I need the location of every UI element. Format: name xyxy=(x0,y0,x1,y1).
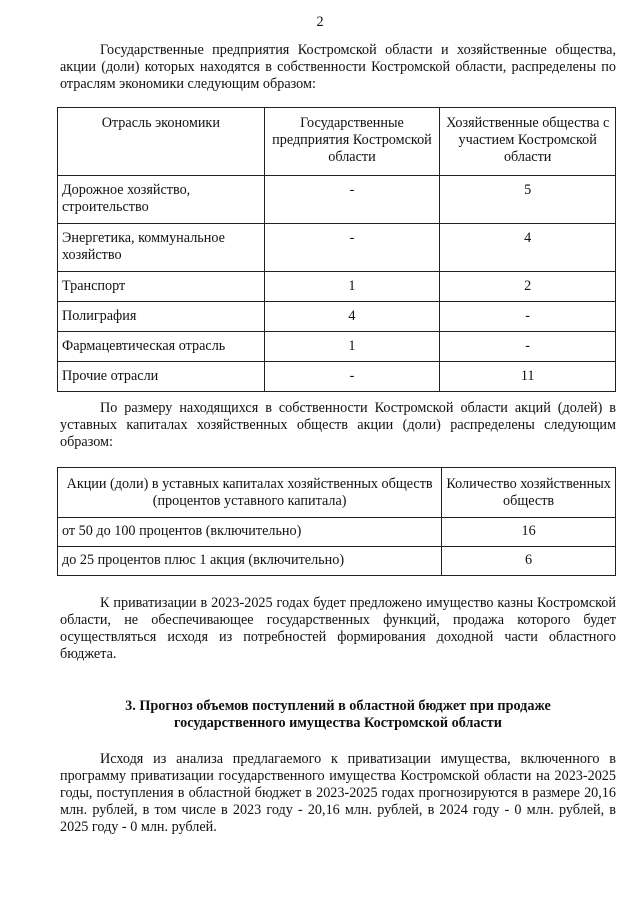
companies-count: - xyxy=(440,302,616,332)
enterprises-count: - xyxy=(264,362,440,392)
table-row xyxy=(58,302,616,332)
companies-count: 2 xyxy=(440,272,616,302)
table-row xyxy=(58,332,616,362)
col-header-enterprises: Государственные предприятия Костромской области xyxy=(264,108,440,176)
sector-name: Полиграфия xyxy=(58,302,265,332)
table-header-row xyxy=(58,468,616,518)
shares-range: от 50 до 100 процентов (включительно) xyxy=(58,518,442,547)
companies-count: 16 xyxy=(442,518,616,547)
table-row xyxy=(58,176,616,224)
table-header-row xyxy=(58,108,616,176)
companies-count: 6 xyxy=(442,547,616,576)
table-row xyxy=(58,272,616,302)
table-row xyxy=(58,547,616,576)
enterprises-count: - xyxy=(264,224,440,272)
privatization-paragraph: К приватизации в 2023-2025 годах будет предложено имущество казны Костромской области, не обеспечивающее государственных функций, продажа которого будет осуществляться исходя из потребностей формирования доходной части областного бюджета. xyxy=(60,595,616,662)
companies-count: 5 xyxy=(440,176,616,224)
shares-intro-paragraph: По размеру находящихся в собственности Костромской области акций (долей) в уставных капиталах хозяйственных обществ акции (доли) распределены следующим образом: xyxy=(60,400,616,450)
companies-count: 4 xyxy=(440,224,616,272)
enterprises-count: 1 xyxy=(264,272,440,302)
companies-count: 11 xyxy=(440,362,616,392)
col-header-shares: Акции (доли) в уставных капиталах хозяйственных обществ (процентов уставного капитала) xyxy=(58,468,442,518)
table-row xyxy=(58,518,616,547)
col-header-companies-count: Количество хозяйственных обществ xyxy=(442,468,616,518)
sectors-table xyxy=(57,107,616,392)
col-header-companies: Хозяйственные общества с участием Костромской области xyxy=(440,108,616,176)
section-3-heading-line1: 3. Прогноз объемов поступлений в областной бюджет при продаже xyxy=(125,698,551,714)
forecast-paragraph: Исходя из анализа предлагаемого к приватизации имущества, включенного в программу приватизации государственного имущества Костромской области на 2023-2025 годы, поступления в областной бюджет в 2023-2025 годах прогнозируются в размере 20,16 млн. рублей, в том числе в 2023 году - 20,16 млн. рублей, в 2024 году - 0 млн. рублей, в 2025 году - 0 млн. рублей. xyxy=(60,751,616,835)
sector-name: Дорожное хозяйство, строительство xyxy=(58,176,265,224)
section-3-heading xyxy=(60,698,616,732)
page-number: 2 xyxy=(316,14,324,30)
shares-range: до 25 процентов плюс 1 акция (включительно) xyxy=(58,547,442,576)
companies-count: - xyxy=(440,332,616,362)
sector-name: Фармацевтическая отрасль xyxy=(58,332,265,362)
shares-table xyxy=(57,467,616,576)
sector-name: Прочие отрасли xyxy=(58,362,265,392)
table-row xyxy=(58,362,616,392)
table-row xyxy=(58,224,616,272)
enterprises-count: 4 xyxy=(264,302,440,332)
enterprises-count: - xyxy=(264,176,440,224)
section-3-heading-line2: государственного имущества Костромской области xyxy=(174,715,502,731)
sector-name: Энергетика, коммунальное хозяйство xyxy=(58,224,265,272)
col-header-sector: Отрасль экономики xyxy=(58,108,265,176)
sector-name: Транспорт xyxy=(58,272,265,302)
enterprises-count: 1 xyxy=(264,332,440,362)
intro-paragraph: Государственные предприятия Костромской области и хозяйственные общества, акции (доли) которых находятся в собственности Костромской области, распределены по отраслям экономики следующим образом: xyxy=(60,42,616,92)
